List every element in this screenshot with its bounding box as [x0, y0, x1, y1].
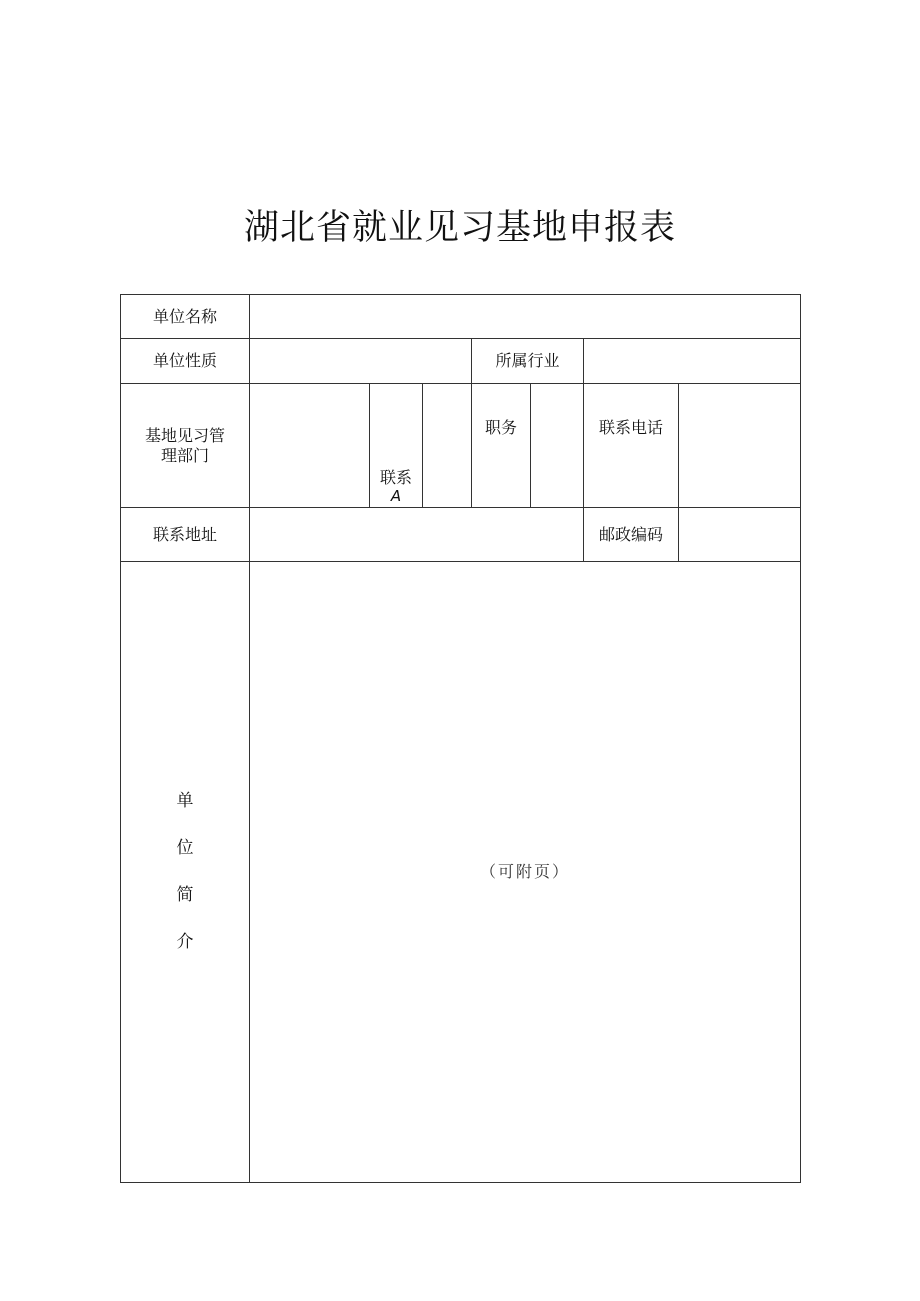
- management-dept-field[interactable]: [250, 384, 370, 508]
- phone-field[interactable]: [679, 384, 801, 508]
- unit-intro-label-char: 简: [176, 885, 194, 905]
- application-form-table: [120, 294, 801, 1183]
- address-field[interactable]: [250, 508, 584, 562]
- row-address: [121, 508, 801, 562]
- postcode-field[interactable]: [679, 508, 801, 562]
- unit-intro-label: [121, 562, 250, 1183]
- contact-person-label-suffix: A: [390, 487, 402, 505]
- unit-intro-label-char: 单: [176, 791, 194, 811]
- row-unit-intro: [121, 562, 801, 1183]
- unit-nature-label: 单位性质: [121, 339, 250, 384]
- unit-intro-label-char: 介: [176, 932, 194, 952]
- address-label: 联系地址: [121, 508, 250, 562]
- management-dept-label-line1: 基地见习管: [144, 426, 225, 446]
- unit-name-label: 单位名称: [121, 295, 250, 339]
- position-label: 职务: [472, 384, 531, 508]
- row-unit-nature: [121, 339, 801, 384]
- unit-nature-field[interactable]: [250, 339, 472, 384]
- row-unit-name: [121, 295, 801, 339]
- postcode-label: 邮政编码: [584, 508, 679, 562]
- phone-label: 联系电话: [584, 384, 679, 508]
- page-title: 湖北省就业见习基地申报表: [243, 208, 676, 248]
- management-dept-label: [121, 384, 250, 508]
- contact-person-label-text: 联系: [379, 467, 412, 487]
- industry-label: 所属行业: [472, 339, 584, 384]
- unit-intro-note: （可附页）: [480, 862, 571, 882]
- industry-field[interactable]: [584, 339, 801, 384]
- contact-person-label: [370, 384, 423, 508]
- contact-person-field[interactable]: [423, 384, 472, 508]
- position-field[interactable]: [531, 384, 584, 508]
- management-dept-label-line2: 理部门: [160, 445, 209, 465]
- unit-intro-label-char: 位: [176, 838, 194, 858]
- unit-intro-field[interactable]: [250, 562, 801, 1183]
- row-management-dept: [121, 384, 801, 508]
- unit-name-field[interactable]: [250, 295, 801, 339]
